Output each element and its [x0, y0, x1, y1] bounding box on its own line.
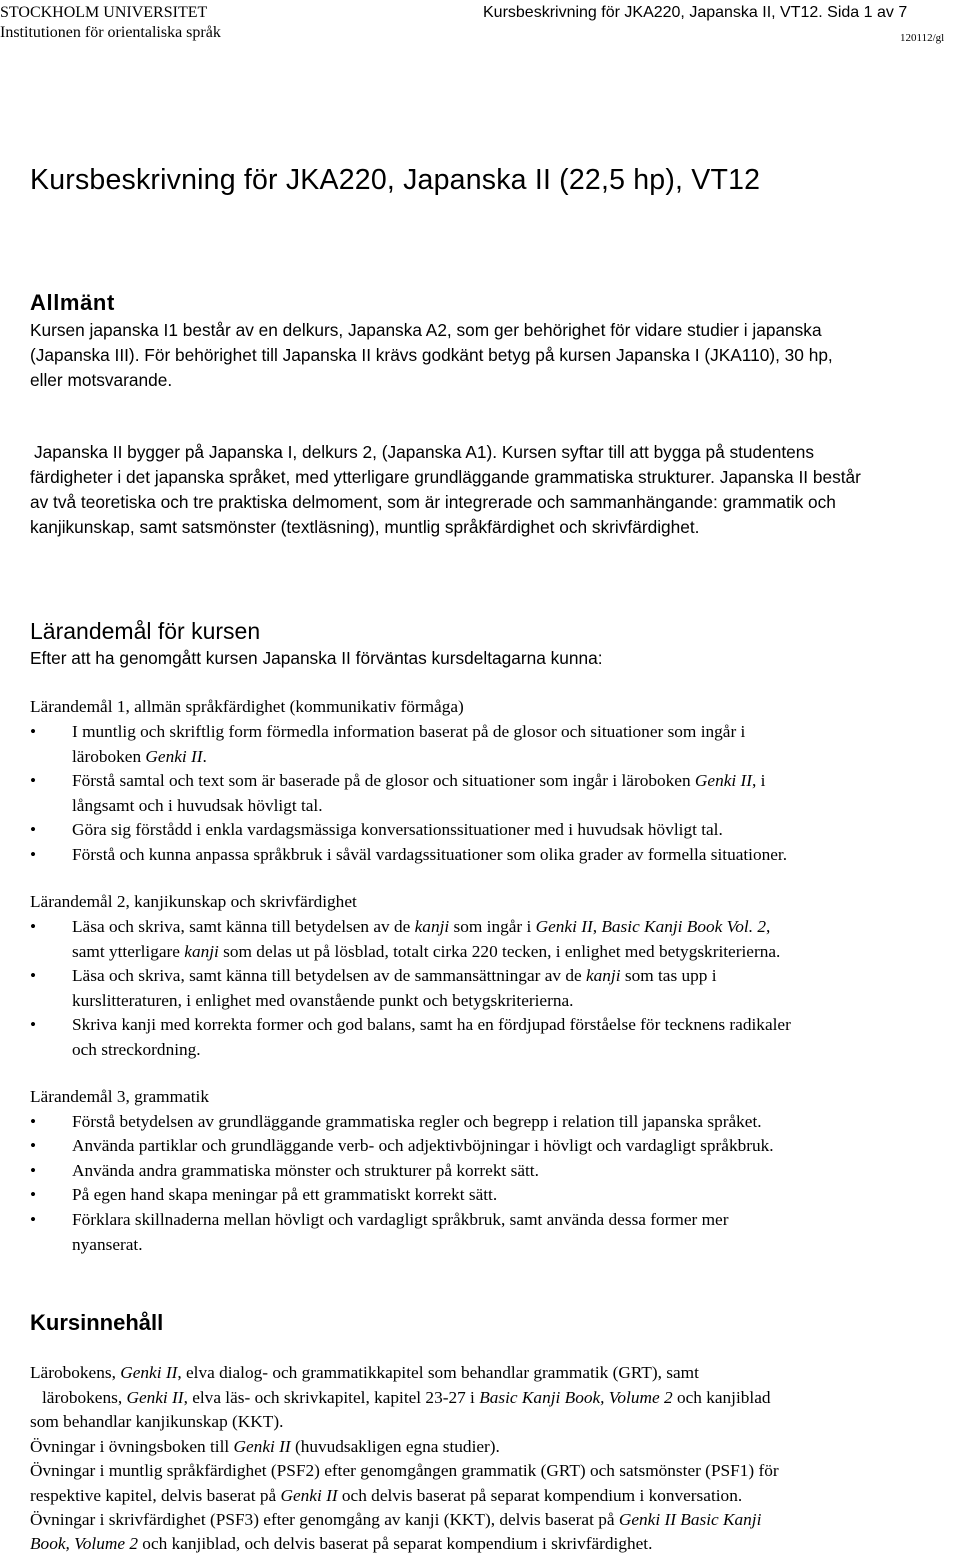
- bullet-icon: •: [30, 1136, 37, 1155]
- allmant-p2-line: färdigheter i det japanska språket, med ytterligare grundläggande grammatiska strukturer. Japanska II består: [30, 467, 861, 487]
- goal2-item-cont: kurslitteraturen, i enlighet med ovanstående punkt och betygskriterierna.: [72, 991, 574, 1010]
- book-title: Genki II: [126, 1388, 184, 1407]
- university-name: STOCKHOLM UNIVERSITET: [0, 4, 208, 21]
- text: ,: [765, 917, 771, 936]
- goal1-title: Lärandemål 1, allmän språkfärdighet (kommunikativ förmåga): [30, 697, 464, 716]
- bullet-icon: •: [30, 845, 37, 864]
- header-doc-title: Kursbeskrivning för JKA220, Japanska II, VT12. Sida 1 av 7: [483, 4, 908, 21]
- content-line: [30, 1531, 652, 1556]
- content-line: Övningar i muntlig språkfärdighet (PSF2) efter genomgången grammatik (GRT) och satsmönster (PSF1) för: [30, 1461, 779, 1480]
- goal1-item: Förstå och kunna anpassa språkbruk i såväl vardagssituationer som olika grader av formella situationer.: [72, 845, 788, 864]
- section-heading-allmant: Allmänt: [30, 290, 115, 315]
- bullet-icon: •: [30, 966, 37, 985]
- book-title: Genki II: [145, 747, 203, 766]
- book-title: Genki II: [694, 771, 753, 790]
- text: , i: [752, 771, 766, 790]
- text: som delas ut på lösblad, totalt cirka 220 tecken, i enlighet med betygskriterierna.: [218, 942, 781, 961]
- book-title: Genki II: [233, 1437, 291, 1456]
- text: och kanjiblad, och delvis baserat på separat kompendium i skrivfärdighet.: [137, 1534, 653, 1553]
- text: Lärobokens,: [30, 1363, 121, 1382]
- bullet-icon: •: [30, 1161, 37, 1180]
- text: samt ytterligare: [72, 942, 185, 961]
- bullet-icon: •: [30, 771, 37, 790]
- bullet-icon: •: [30, 1210, 37, 1229]
- bullet-icon: •: [30, 820, 37, 839]
- text: som tas upp i: [620, 966, 717, 985]
- bullet-icon: •: [30, 1185, 37, 1204]
- goal1-item-cont: långsamt och i huvudsak hövligt tal.: [72, 796, 323, 815]
- text: , elva dialog- och grammatikkapitel som behandlar grammatik (GRT), samt: [177, 1363, 699, 1382]
- goal3-item: Förklara skillnaderna mellan hövligt och vardagligt språkbruk, samt använda dessa former mer: [72, 1210, 729, 1229]
- allmant-line: eller motsvarande.: [30, 370, 173, 390]
- text: som ingår i: [449, 917, 536, 936]
- header-code: 120112/gl: [900, 32, 945, 44]
- goal3-item: På egen hand skapa meningar på ett grammatiskt korrekt sätt.: [72, 1185, 498, 1204]
- text: Förstå samtal och text som är baserade på de glosor och situationer som ingår i läroboken: [72, 771, 695, 790]
- bullet-icon: •: [30, 917, 37, 936]
- goal3-item: Använda partiklar och grundläggande verb- och adjektivböjningar i hövligt och vardagligt språkbruk.: [72, 1136, 774, 1155]
- text: Läsa och skriva, samt känna till betydelsen av de sammansättningar av de: [72, 966, 586, 985]
- bullet-icon: •: [30, 722, 37, 741]
- goal2-item: Skriva kanji med korrekta former och god balans, samt ha en fördjupad förståelse för tecknens radikaler: [72, 1015, 791, 1034]
- content-line: [42, 1385, 771, 1410]
- text: Övningar i skrivfärdighet (PSF3) efter genomgång av kanji (KKT), delvis baserat på: [30, 1510, 619, 1529]
- text: .: [202, 747, 207, 766]
- goal2-title: Lärandemål 2, kanjikunskap och skrivfärdighet: [30, 892, 357, 911]
- book-title: Genki II Basic Kanji: [618, 1510, 762, 1529]
- text: lärobokens,: [42, 1388, 127, 1407]
- allmant-p2-line: av två teoretiska och tre praktiska delmoment, som är integrerade och sammanhängande: grammatik och: [30, 492, 836, 512]
- goal1-item-cont: [72, 744, 207, 769]
- goal2-item: [72, 914, 770, 939]
- text: , elva läs- och skrivkapitel, kapitel 23-27 i: [183, 1388, 480, 1407]
- allmant-line: (Japanska III). För behörighet till Japanska II krävs godkänt betyg på kursen Japanska I (JKA110), 30 hp,: [30, 345, 833, 365]
- bullet-icon: •: [30, 1015, 37, 1034]
- book-title: Book, Volume 2: [30, 1534, 138, 1553]
- book-title: Genki II: [280, 1486, 338, 1505]
- allmant-p2-line: kanjikunskap, samt satsmönster (textläsning), muntlig språkfärdighet och skrivfärdighet.: [30, 517, 700, 537]
- book-title: Basic Kanji Book, Volume 2: [479, 1388, 673, 1407]
- text: ,: [592, 917, 602, 936]
- text: Övningar i övningsboken till: [30, 1437, 234, 1456]
- department-name: Institutionen för orientaliska språk: [0, 24, 221, 41]
- allmant-p2-line: Japanska II bygger på Japanska I, delkurs 2, (Japanska A1). Kursen syftar till att bygga på studentens: [34, 442, 815, 462]
- goal2-item-cont: [72, 939, 780, 964]
- kanji-term: kanji: [414, 917, 450, 936]
- goal3-item-cont: nyanserat.: [72, 1235, 143, 1254]
- kanji-term: kanji: [184, 942, 219, 961]
- bullet-icon: •: [30, 1112, 37, 1131]
- goal1-item: I muntlig och skriftlig form förmedla information baserat på de glosor och situationer som ingår i: [72, 722, 746, 741]
- text: Läsa och skriva, samt känna till betydelsen av de: [72, 917, 415, 936]
- text: läroboken: [72, 747, 146, 766]
- section-heading-larandemal: Lärandemål för kursen: [30, 618, 261, 644]
- content-line: som behandlar kanjikunskap (KKT).: [30, 1412, 284, 1431]
- goal3-title: Lärandemål 3, grammatik: [30, 1087, 209, 1106]
- allmant-line: Kursen japanska I1 består av en delkurs, Japanska A2, som ger behörighet för vidare studier i japanska: [30, 320, 822, 340]
- content-line: [30, 1434, 500, 1459]
- book-title: Basic Kanji Book Vol. 2: [601, 917, 766, 936]
- section-heading-kursinnehall: Kursinnehåll: [30, 1310, 164, 1335]
- goal2-item-cont: och streckordning.: [72, 1040, 201, 1059]
- goal1-item: Göra sig förstådd i enkla vardagsmässiga konversationssituationer med i huvudsak hövligt tal.: [72, 820, 723, 839]
- content-line: [30, 1483, 742, 1508]
- text: och delvis baserat på separat kompendium i konversation.: [337, 1486, 743, 1505]
- book-title: Genki II: [535, 917, 593, 936]
- goal2-item: [72, 963, 717, 988]
- goal3-item: Förstå betydelsen av grundläggande grammatiska regler och begrepp i relation till japanska språket.: [72, 1112, 762, 1131]
- goal3-item: Använda andra grammatiska mönster och strukturer på korrekt sätt.: [72, 1161, 539, 1180]
- content-line: [30, 1360, 699, 1385]
- content-line: [30, 1507, 761, 1532]
- text: (huvudsakligen egna studier).: [290, 1437, 500, 1456]
- goal1-item: [72, 768, 765, 793]
- book-title: Genki II: [120, 1363, 178, 1382]
- text: och kanjiblad: [672, 1388, 771, 1407]
- text: respektive kapitel, delvis baserat på: [30, 1486, 281, 1505]
- larandemal-intro: Efter att ha genomgått kursen Japanska II förväntas kursdeltagarna kunna:: [30, 648, 603, 668]
- page-title: Kursbeskrivning för JKA220, Japanska II (22,5 hp), VT12: [30, 164, 761, 196]
- kanji-term: kanji: [585, 966, 621, 985]
